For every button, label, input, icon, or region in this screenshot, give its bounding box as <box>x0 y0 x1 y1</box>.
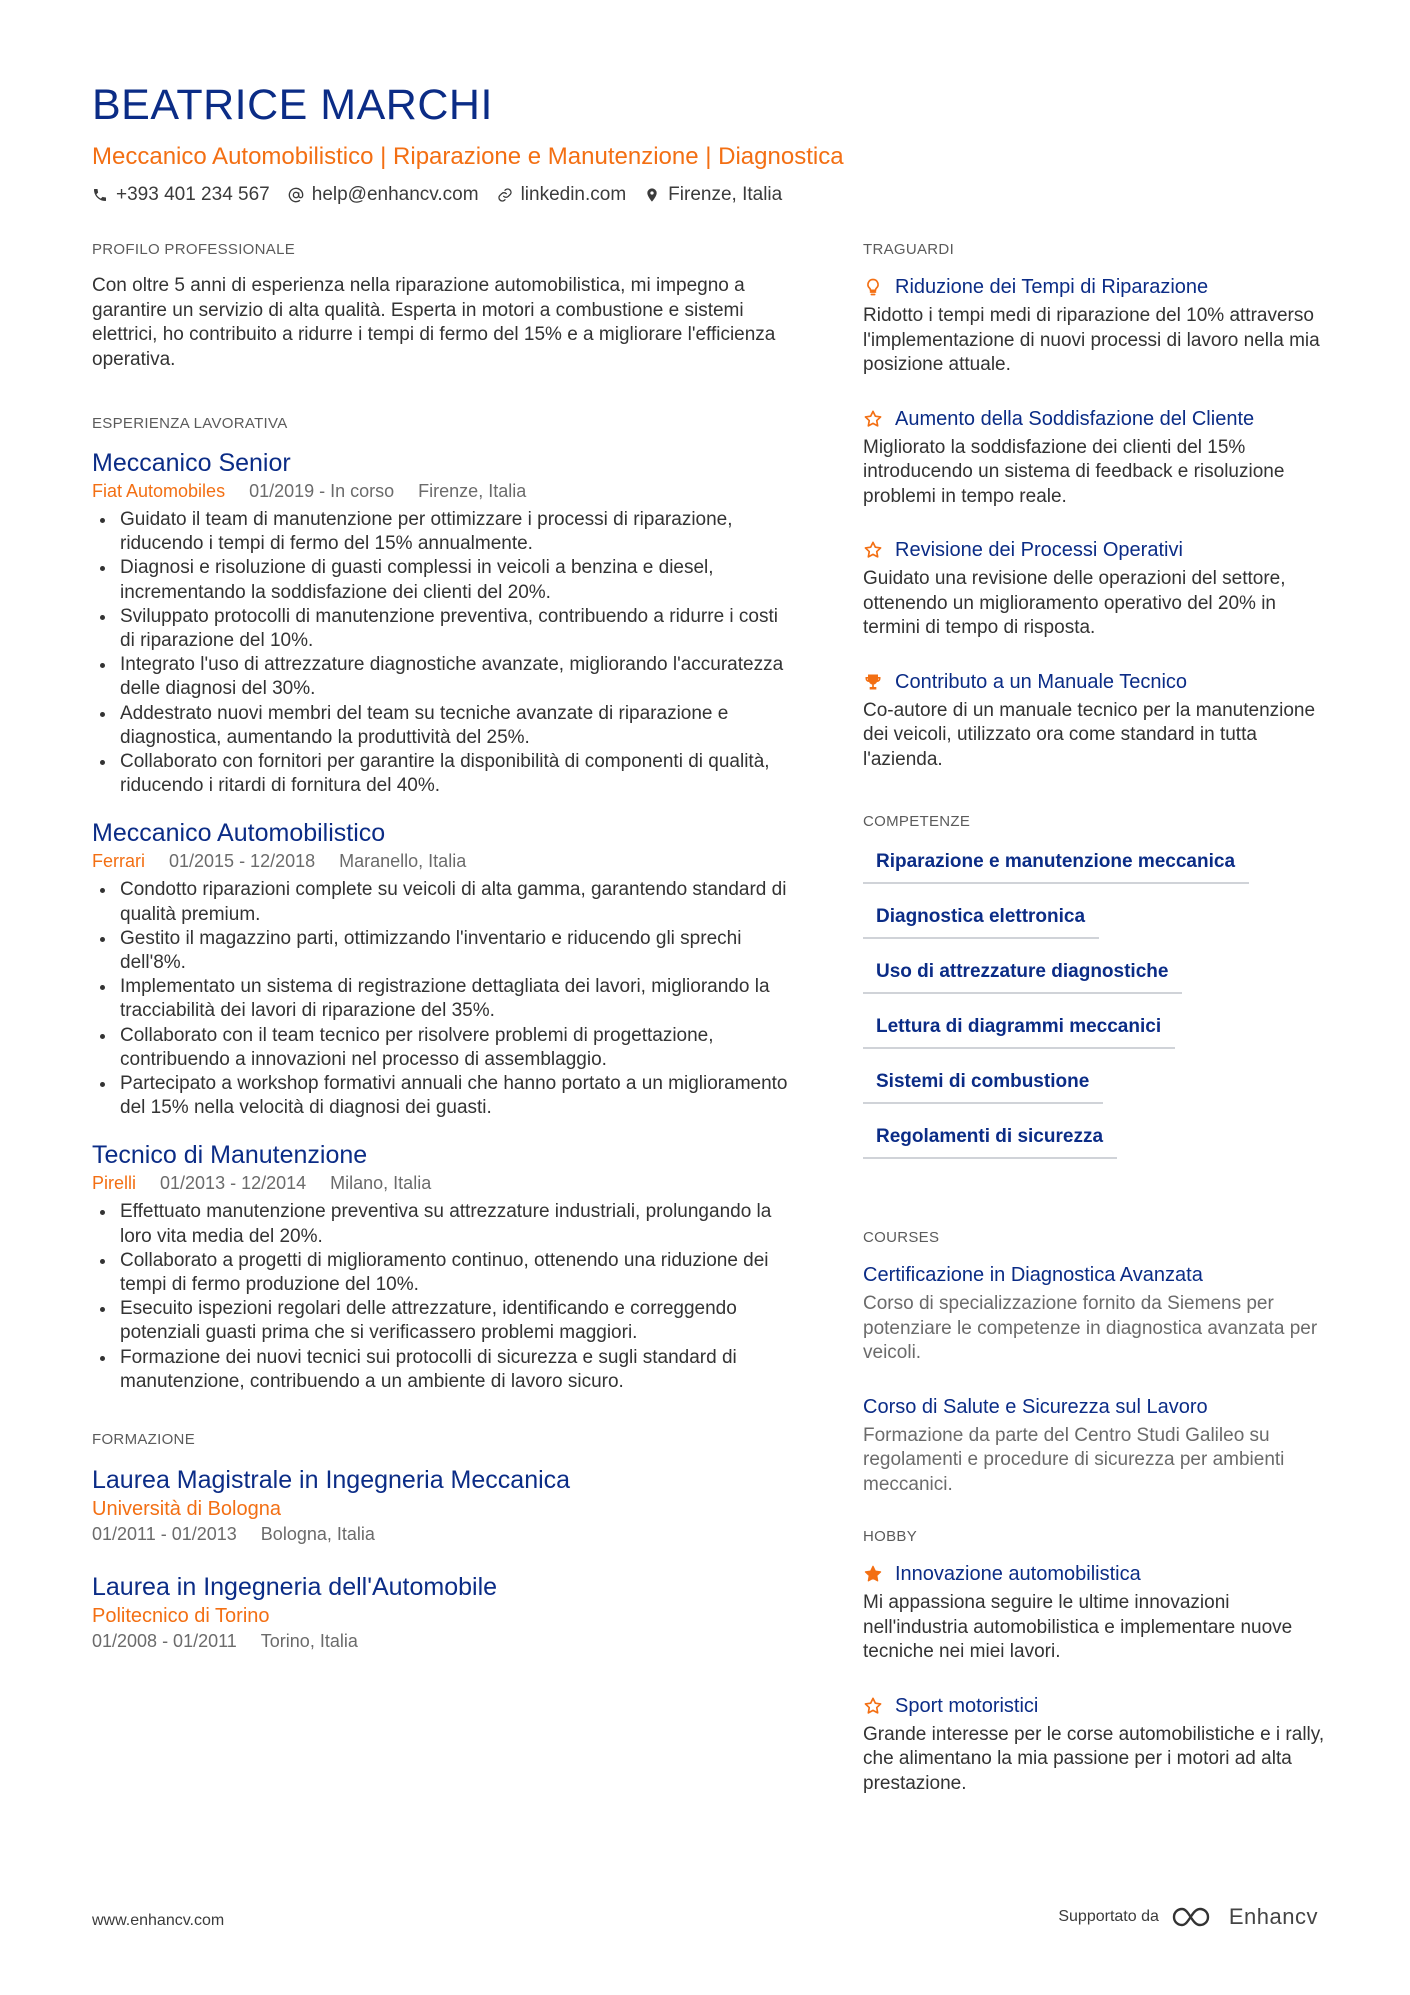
achievement-item <box>863 406 1325 510</box>
education-entry <box>92 1571 792 1654</box>
bullet-item: Condotto riparazioni complete su veicoli di alta gamma, garantendo standard di qualità premium. <box>92 878 792 926</box>
bullet-item: Addestrato nuovi membri del team su tecniche avanzate di riparazione e diagnostica, aumentando la produttività del 25%. <box>92 702 792 750</box>
education-dates: 01/2008 - 01/2011 <box>92 1631 237 1652</box>
achievement-desc: Co-autore di un manuale tecnico per la manutenzione dei veicoli, utilizzato ora come standard in tutta l'azienda. <box>863 699 1316 770</box>
achievement-title: Riduzione dei Tempi di Riparazione <box>895 276 1209 298</box>
phone-icon <box>92 187 108 203</box>
section-title: ESPERIENZA LAVORATIVA <box>92 415 288 432</box>
achievement-title: Contributo a un Manuale Tecnico <box>895 670 1188 693</box>
course-item <box>863 1262 1325 1366</box>
at-sign-icon <box>288 187 304 203</box>
section-title: COURSES <box>863 1229 940 1246</box>
achievement-item <box>863 274 1325 378</box>
education-entry <box>92 1464 792 1547</box>
job-dates: 01/2013 - 12/2014 <box>160 1173 307 1194</box>
achievement-desc: Migliorato la soddisfazione dei clienti del 15% introducendo un sistema di feedback e risoluzione problemi in tempo reale. <box>863 436 1285 507</box>
education-meta <box>92 1629 792 1654</box>
bullet-item: Guidato il team di manutenzione per ottimizzare i processi di riparazione, riducendo i tempi di fermo del 15% annualmente. <box>92 508 792 556</box>
contact-bar <box>92 182 1322 208</box>
contact-phone <box>92 182 270 208</box>
skill-tag: Uso di attrezzature diagnostiche <box>863 956 1182 994</box>
job-location: Maranello, Italia <box>339 851 467 872</box>
star-outline-icon <box>863 409 883 429</box>
achievement-item <box>863 537 1325 641</box>
skill-tag: Regolamenti di sicurezza <box>863 1121 1117 1159</box>
hobby-item <box>863 1561 1325 1665</box>
job-bullets <box>92 1200 792 1394</box>
enhancv-logo-icon <box>1171 1905 1217 1929</box>
hobby-section <box>863 1527 1325 1796</box>
job-entry <box>92 448 792 798</box>
school-name: Università di Bologna <box>92 1498 281 1521</box>
bullet-item: Collaborato con fornitori per garantire la disponibilità di componenti di qualità, riducendo i ritardi di fornitura del 40%. <box>92 750 792 798</box>
profile-text: Con oltre 5 anni di esperienza nella riparazione automobilistica, mi impegno a garantire un servizio di alta qualità. Esperta in motori a combustione e sistemi elettrici, ho contribuito a ridurre i tempi di fermo del 15% e a migliorare l'efficienza operativa. <box>92 275 776 370</box>
linkedin-text[interactable]: linkedin.com <box>520 184 627 205</box>
course-title: Certificazione in Diagnostica Avanzata <box>863 1264 1203 1286</box>
job-location: Milano, Italia <box>330 1173 432 1194</box>
job-dates: 01/2015 - 12/2018 <box>169 851 316 872</box>
education-location: Torino, Italia <box>260 1631 358 1652</box>
job-meta <box>92 479 792 504</box>
bullet-item: Implementato un sistema di registrazione dettagliata dei lavori, migliorando la tracciabilità dei lavori di riparazione del 35%. <box>92 975 792 1023</box>
trophy-icon <box>863 672 883 692</box>
candidate-name: BEATRICE MARCHI <box>92 81 493 129</box>
education-section <box>92 1430 792 1654</box>
job-entry <box>92 1140 792 1394</box>
job-meta <box>92 849 792 874</box>
job-company: Fiat Automobiles <box>92 481 226 501</box>
job-entry <box>92 818 792 1120</box>
course-desc: Formazione da parte del Centro Studi Galileo su regolamenti e procedure di sicurezza per ambienti meccanici. <box>863 1424 1285 1495</box>
phone-text: +393 401 234 567 <box>116 184 270 205</box>
education-dates: 01/2011 - 01/2013 <box>92 1524 237 1545</box>
headline: Meccanico Automobilistico | Riparazione e Manutenzione | Diagnostica <box>92 143 844 170</box>
education-meta <box>92 1522 792 1547</box>
bullet-item: Gestito il magazzino parti, ottimizzando l'inventario e riducendo gli sprechi dell'8%. <box>92 927 792 975</box>
course-item <box>863 1394 1325 1498</box>
achievement-desc: Guidato una revisione delle operazioni del settore, ottenendo un miglioramento operativo del 20% in termini di tempo di risposta. <box>863 568 1286 638</box>
course-title: Corso di Salute e Sicurezza sul Lavoro <box>863 1395 1208 1418</box>
section-title: HOBBY <box>863 1528 918 1545</box>
achievement-title: Revisione dei Processi Operativi <box>895 539 1183 561</box>
resume-header <box>92 80 1322 208</box>
bullet-item: Sviluppato protocolli di manutenzione preventiva, contribuendo a ridurre i costi di riparazione del 10%. <box>92 605 792 653</box>
star-outline-icon <box>863 540 883 560</box>
job-title: Tecnico di Manutenzione <box>92 1141 368 1170</box>
job-title: Meccanico Automobilistico <box>92 819 386 848</box>
bullet-item: Partecipato a workshop formativi annuali che hanno portato a un miglioramento del 15% nella velocità di diagnosi dei guasti. <box>92 1072 792 1120</box>
hobby-item <box>863 1693 1325 1797</box>
skill-tag: Sistemi di combustione <box>863 1066 1103 1104</box>
job-company: Ferrari <box>92 851 145 872</box>
job-title: Meccanico Senior <box>92 449 291 477</box>
job-location: Firenze, Italia <box>418 481 527 501</box>
left-column <box>92 240 792 1696</box>
powered-by-text: Supportato da <box>1058 1908 1159 1925</box>
degree-title: Laurea Magistrale in Ingegneria Meccanica <box>92 1466 571 1495</box>
hobby-desc: Mi appassiona seguire le ultime innovazioni nell'industria automobilistica e implementare nuove tecniche nei miei lavori. <box>863 1592 1293 1662</box>
link-icon <box>497 187 513 203</box>
footer-website[interactable]: www.enhancv.com <box>92 1912 225 1929</box>
skills-list <box>863 846 1325 1176</box>
hobby-title: Innovazione automobilistica <box>895 1563 1141 1585</box>
achievement-title: Aumento della Soddisfazione del Cliente <box>895 407 1255 430</box>
skill-tag: Lettura di diagrammi meccanici <box>863 1011 1175 1049</box>
bullet-item: Collaborato a progetti di miglioramento continuo, ottenendo una riduzione dei tempi di fermo produzione del 10%. <box>92 1249 792 1297</box>
brand-name: Enhancv <box>1228 1904 1318 1929</box>
job-company: Pirelli <box>92 1173 137 1194</box>
bullet-item: Integrato l'uso di attrezzature diagnostiche avanzate, migliorando l'accuratezza delle diagnosi del 30%. <box>92 653 792 701</box>
profile-section <box>92 240 792 372</box>
skill-tag: Diagnostica elettronica <box>863 901 1099 939</box>
section-title: FORMAZIONE <box>92 1431 195 1449</box>
location-pin-icon <box>644 187 660 203</box>
contact-location <box>644 182 782 208</box>
section-title: TRAGUARDI <box>863 241 955 258</box>
skill-tag: Riparazione e manutenzione meccanica <box>863 846 1249 884</box>
bullet-item: Diagnosi e risoluzione di guasti complessi in veicoli a benzina e diesel, incrementando la soddisfazione dei clienti del 20%. <box>92 556 792 604</box>
achievements-section <box>863 240 1325 772</box>
star-filled-icon <box>863 1564 883 1584</box>
email-text[interactable]: help@enhancv.com <box>311 184 479 205</box>
courses-section <box>863 1228 1325 1497</box>
degree-title: Laurea in Ingegneria dell'Automobile <box>92 1573 498 1602</box>
job-meta <box>92 1171 792 1196</box>
bullet-item: Collaborato con il team tecnico per risolvere problemi di progettazione, contribuendo a innovazioni nel processo di assemblaggio. <box>92 1024 792 1072</box>
section-title: PROFILO PROFESSIONALE <box>92 241 296 258</box>
location-text: Firenze, Italia <box>668 184 783 205</box>
experience-section <box>92 414 792 1394</box>
footer-branding <box>1058 1904 1318 1930</box>
job-dates: 01/2019 - In corso <box>249 481 395 501</box>
course-desc: Corso di specializzazione fornito da Siemens per potenziare le competenze in diagnostica avanzata per veicoli. <box>863 1293 1318 1363</box>
right-column <box>863 240 1325 1838</box>
hobby-title: Sport motoristici <box>895 1694 1039 1717</box>
education-location: Bologna, Italia <box>260 1524 375 1545</box>
job-bullets <box>92 878 792 1120</box>
contact-email[interactable] <box>288 182 479 208</box>
section-title: COMPETENZE <box>863 813 971 830</box>
skills-section <box>863 812 1325 1176</box>
bullet-item: Formazione dei nuovi tecnici sui protocolli di sicurezza e sugli standard di manutenzione, contribuendo a un ambiente di lavoro sicuro. <box>92 1346 792 1394</box>
school-name: Politecnico di Torino <box>92 1605 270 1628</box>
achievement-item <box>863 669 1325 773</box>
job-bullets <box>92 508 792 798</box>
star-outline-icon <box>863 1696 883 1716</box>
hobby-desc: Grande interesse per le corse automobilistiche e i rally, che alimentano la mia passione per i motori ad alta prestazione. <box>863 1723 1325 1794</box>
bullet-item: Esecuito ispezioni regolari delle attrezzature, identificando e correggendo potenziali guasti prima che si verificassero problemi maggiori. <box>92 1297 792 1345</box>
achievement-desc: Ridotto i tempi medi di riparazione del 10% attraverso l'implementazione di nuovi processi di lavoro nella mia posizione attuale. <box>863 305 1320 375</box>
contact-linkedin[interactable] <box>497 182 627 208</box>
bullet-item: Effettuato manutenzione preventiva su attrezzature industriali, prolungando la loro vita media del 20%. <box>92 1200 792 1248</box>
lightbulb-icon <box>863 277 883 297</box>
